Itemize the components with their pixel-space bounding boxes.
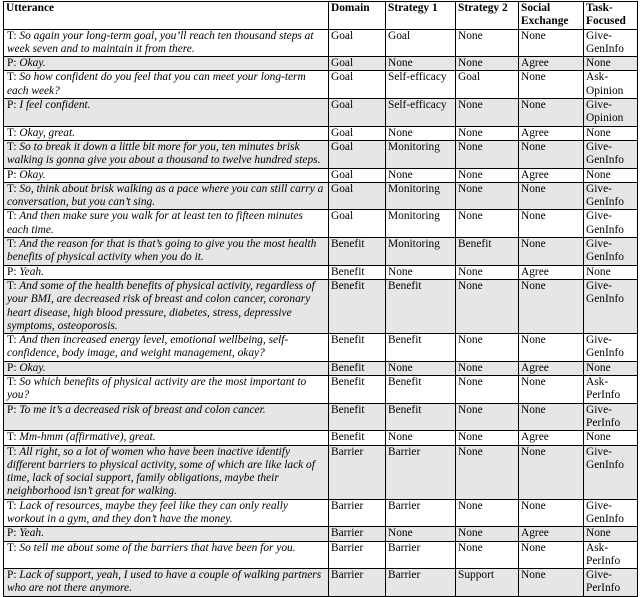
speaker-label: T:: [7, 541, 17, 554]
task-focused-cell: None: [584, 265, 638, 279]
strategy-2-cell: None: [456, 403, 519, 431]
domain-cell: Goal: [329, 126, 386, 140]
strategy-2-cell: None: [456, 210, 519, 238]
social-exchange-cell: None: [519, 445, 584, 499]
speaker-label: T:: [7, 238, 17, 251]
task-focused-cell: Give-GenInfo: [584, 140, 638, 168]
table-row: [4, 361, 638, 375]
strategy-2-cell: None: [456, 182, 519, 210]
utterance-text: Lack of resources, maybe they feel like they can only really workout in a gym, and they don’t have the money.: [7, 499, 288, 525]
strategy-2-cell: None: [456, 445, 519, 499]
utterance-text: So how confident do you feel that you can meet your long-term each week?: [7, 71, 306, 97]
task-focused-cell: Give-GenInfo: [584, 279, 638, 333]
utterance-text: So which benefits of physical activity are the most important to you?: [7, 376, 307, 402]
utterance-text: Lack of support, yeah, I used to have a couple of walking partners who are not there anymore.: [7, 569, 322, 595]
utterance-cell: [4, 569, 329, 597]
header-domain: Domain: [329, 2, 386, 30]
task-focused-cell: Give-GenInfo: [584, 182, 638, 210]
table-row: [4, 279, 638, 333]
utterance-text: And then make sure you walk for at least ten to fifteen minutes each time.: [7, 210, 303, 236]
social-exchange-cell: None: [519, 99, 584, 127]
social-exchange-cell: None: [519, 210, 584, 238]
table-row: [4, 182, 638, 210]
header-social-exchange: Social Exchange: [519, 2, 584, 30]
table-row: [4, 140, 638, 168]
social-exchange-cell: Agree: [519, 168, 584, 182]
utterance-cell: [4, 334, 329, 362]
utterance-text: So, think about brisk walking as a pace where you can still carry a conversation, but you can’t sing.: [7, 182, 324, 209]
strategy-2-cell: Support: [456, 569, 519, 597]
domain-cell: Benefit: [329, 238, 386, 266]
strategy-1-cell: None: [386, 431, 456, 445]
strategy-2-cell: None: [456, 361, 519, 375]
table-row: [4, 238, 638, 266]
utterance-text: To me it’s a decreased risk of breast and colon cancer.: [19, 403, 266, 416]
task-focused-cell: Give-GenInfo: [584, 238, 638, 266]
utterance-text: And some of the health benefits of physical activity, regardless of your BMI, are decreased risk of breast and colon cancer, coronary heart disease, high blood pressure, diabetes, stress, depressive symptoms, osteoporosis.: [7, 279, 315, 332]
speaker-label: T:: [7, 279, 17, 292]
social-exchange-cell: None: [519, 403, 584, 431]
speaker-label: P:: [7, 569, 17, 582]
header-strategy-2: Strategy 2: [456, 2, 519, 30]
utterance-cell: [4, 168, 329, 182]
domain-cell: Benefit: [329, 279, 386, 333]
speaker-label: P:: [7, 527, 17, 540]
table-row: [4, 265, 638, 279]
strategy-1-cell: Barrier: [386, 445, 456, 499]
social-exchange-cell: Agree: [519, 265, 584, 279]
utterance-text: Yeah.: [19, 527, 44, 540]
task-focused-cell: Give-Opinion: [584, 99, 638, 127]
table-row: [4, 541, 638, 569]
social-exchange-cell: None: [519, 541, 584, 569]
strategy-1-cell: None: [386, 126, 456, 140]
strategy-1-cell: None: [386, 168, 456, 182]
task-focused-cell: Give-GenInfo: [584, 445, 638, 499]
domain-cell: Benefit: [329, 265, 386, 279]
social-exchange-cell: None: [519, 376, 584, 404]
task-focused-cell: Ask-PerInfo: [584, 376, 638, 404]
speaker-label: P:: [7, 168, 17, 181]
speaker-label: T:: [7, 499, 17, 512]
table-row: [4, 57, 638, 71]
strategy-2-cell: None: [456, 431, 519, 445]
domain-cell: Benefit: [329, 334, 386, 362]
domain-cell: Barrier: [329, 499, 386, 527]
speaker-label: P:: [7, 57, 17, 70]
table-row: [4, 431, 638, 445]
social-exchange-cell: None: [519, 140, 584, 168]
strategy-1-cell: None: [386, 527, 456, 541]
strategy-2-cell: None: [456, 527, 519, 541]
speaker-label: T:: [7, 29, 17, 42]
strategy-1-cell: Benefit: [386, 376, 456, 404]
domain-cell: Barrier: [329, 527, 386, 541]
task-focused-cell: Ask-PerInfo: [584, 541, 638, 569]
social-exchange-cell: None: [519, 238, 584, 266]
table-row: [4, 376, 638, 404]
task-focused-cell: Give-GenInfo: [584, 210, 638, 238]
domain-cell: Goal: [329, 168, 386, 182]
strategy-1-cell: Barrier: [386, 541, 456, 569]
task-focused-cell: None: [584, 57, 638, 71]
utterance-text: Mm-hmm (affirmative), great.: [19, 431, 156, 444]
domain-cell: Goal: [329, 140, 386, 168]
strategy-1-cell: Monitoring: [386, 182, 456, 210]
utterance-text: All right, so a lot of women who have been inactive identify different barriers to physical activity, some of which are like lack of time, lack of social support, family obligations, maybe their neighborhood isn’t great for walking.: [7, 445, 315, 498]
strategy-1-cell: None: [386, 57, 456, 71]
speaker-label: T:: [7, 376, 17, 389]
annotation-table: [3, 1, 638, 597]
speaker-label: P:: [7, 99, 17, 112]
utterance-text: Okay, great.: [19, 126, 75, 139]
domain-cell: Goal: [329, 57, 386, 71]
strategy-2-cell: None: [456, 265, 519, 279]
social-exchange-cell: None: [519, 499, 584, 527]
strategy-1-cell: Monitoring: [386, 140, 456, 168]
domain-cell: Goal: [329, 210, 386, 238]
strategy-2-cell: None: [456, 334, 519, 362]
strategy-2-cell: None: [456, 57, 519, 71]
domain-cell: Goal: [329, 71, 386, 99]
strategy-2-cell: None: [456, 140, 519, 168]
social-exchange-cell: None: [519, 279, 584, 333]
utterance-cell: [4, 376, 329, 404]
strategy-1-cell: Monitoring: [386, 210, 456, 238]
header-utterance: Utterance: [4, 2, 329, 30]
table-row: [4, 527, 638, 541]
table-row: [4, 499, 638, 527]
speaker-label: T:: [7, 445, 17, 458]
social-exchange-cell: None: [519, 334, 584, 362]
speaker-label: P:: [7, 361, 17, 374]
utterance-cell: [4, 210, 329, 238]
speaker-label: T:: [7, 126, 17, 139]
utterance-text: And the reason for that is that’s going to give you the most health benefits of physical activity when you do it.: [7, 238, 317, 264]
social-exchange-cell: None: [519, 71, 584, 99]
domain-cell: Benefit: [329, 403, 386, 431]
utterance-cell: [4, 126, 329, 140]
utterance-cell: [4, 57, 329, 71]
header-task-focused: Task-Focused: [584, 2, 638, 30]
domain-cell: Barrier: [329, 541, 386, 569]
social-exchange-cell: None: [519, 182, 584, 210]
strategy-1-cell: Self-efficacy: [386, 99, 456, 127]
table-row: [4, 210, 638, 238]
domain-cell: Goal: [329, 29, 386, 57]
strategy-2-cell: None: [456, 126, 519, 140]
speaker-label: T:: [7, 140, 17, 153]
utterance-cell: [4, 499, 329, 527]
utterance-cell: [4, 29, 329, 57]
task-focused-cell: None: [584, 431, 638, 445]
strategy-2-cell: None: [456, 376, 519, 404]
strategy-2-cell: None: [456, 541, 519, 569]
table-row: [4, 403, 638, 431]
strategy-2-cell: None: [456, 99, 519, 127]
strategy-1-cell: None: [386, 265, 456, 279]
strategy-2-cell: None: [456, 168, 519, 182]
strategy-1-cell: Self-efficacy: [386, 71, 456, 99]
strategy-2-cell: None: [456, 29, 519, 57]
utterance-text: I feel confident.: [19, 99, 91, 112]
strategy-1-cell: None: [386, 361, 456, 375]
utterance-cell: [4, 541, 329, 569]
task-focused-cell: Give-GenInfo: [584, 334, 638, 362]
strategy-2-cell: Benefit: [456, 238, 519, 266]
task-focused-cell: None: [584, 361, 638, 375]
task-focused-cell: Give-GenInfo: [584, 499, 638, 527]
utterance-cell: [4, 445, 329, 499]
utterance-text: Okay.: [19, 361, 46, 374]
table-row: [4, 168, 638, 182]
speaker-label: T:: [7, 431, 17, 444]
utterance-text: Okay.: [19, 57, 46, 70]
utterance-cell: [4, 140, 329, 168]
task-focused-cell: Ask-Opinion: [584, 71, 638, 99]
table-row: [4, 569, 638, 597]
utterance-cell: [4, 71, 329, 99]
social-exchange-cell: Agree: [519, 126, 584, 140]
strategy-1-cell: Goal: [386, 29, 456, 57]
utterance-cell: [4, 527, 329, 541]
utterance-text: Yeah.: [19, 265, 44, 278]
utterance-cell: [4, 265, 329, 279]
strategy-1-cell: Benefit: [386, 279, 456, 333]
table-row: [4, 71, 638, 99]
speaker-label: P:: [7, 403, 17, 416]
utterance-cell: [4, 99, 329, 127]
strategy-1-cell: Benefit: [386, 403, 456, 431]
strategy-2-cell: None: [456, 499, 519, 527]
domain-cell: Benefit: [329, 431, 386, 445]
strategy-1-cell: Monitoring: [386, 238, 456, 266]
utterance-text: So to break it down a little bit more for you, ten minutes brisk walking is gonna give you about a thousand to twelve hundred steps.: [7, 140, 321, 167]
speaker-label: T:: [7, 334, 17, 347]
table-row: [4, 126, 638, 140]
domain-cell: Goal: [329, 99, 386, 127]
table-row: [4, 445, 638, 499]
social-exchange-cell: Agree: [519, 431, 584, 445]
utterance-cell: [4, 279, 329, 333]
domain-cell: Benefit: [329, 361, 386, 375]
social-exchange-cell: Agree: [519, 57, 584, 71]
utterance-cell: [4, 431, 329, 445]
utterance-cell: [4, 403, 329, 431]
task-focused-cell: None: [584, 126, 638, 140]
task-focused-cell: Give-PerInfo: [584, 569, 638, 597]
table-row: [4, 29, 638, 57]
utterance-text: Okay.: [19, 168, 46, 181]
header-row: [4, 2, 638, 30]
utterance-cell: [4, 182, 329, 210]
task-focused-cell: None: [584, 168, 638, 182]
strategy-2-cell: None: [456, 279, 519, 333]
social-exchange-cell: Agree: [519, 361, 584, 375]
utterance-text: And then increased energy level, emotional wellbeing, self-confidence, body image, and weight management, okay?: [7, 334, 289, 360]
task-focused-cell: None: [584, 527, 638, 541]
social-exchange-cell: Agree: [519, 527, 584, 541]
table-header: [4, 2, 638, 30]
speaker-label: P:: [7, 265, 17, 278]
utterance-cell: [4, 361, 329, 375]
table-row: [4, 99, 638, 127]
task-focused-cell: Give-GenInfo: [584, 29, 638, 57]
task-focused-cell: Give-PerInfo: [584, 403, 638, 431]
speaker-label: T:: [7, 210, 17, 223]
table-row: [4, 334, 638, 362]
speaker-label: T:: [7, 71, 17, 84]
strategy-1-cell: Barrier: [386, 569, 456, 597]
utterance-cell: [4, 238, 329, 266]
domain-cell: Barrier: [329, 445, 386, 499]
strategy-2-cell: Goal: [456, 71, 519, 99]
domain-cell: Barrier: [329, 569, 386, 597]
utterance-text: So tell me about some of the barriers that have been for you.: [19, 541, 296, 554]
utterance-text: So again your long-term goal, you’ll reach ten thousand steps at week seven and to maintain it from there.: [7, 29, 314, 55]
social-exchange-cell: None: [519, 29, 584, 57]
strategy-1-cell: Barrier: [386, 499, 456, 527]
strategy-1-cell: Benefit: [386, 334, 456, 362]
social-exchange-cell: None: [519, 569, 584, 597]
table-body: [4, 29, 638, 596]
header-strategy-1: Strategy 1: [386, 2, 456, 30]
speaker-label: T:: [7, 182, 17, 195]
domain-cell: Benefit: [329, 376, 386, 404]
domain-cell: Goal: [329, 182, 386, 210]
